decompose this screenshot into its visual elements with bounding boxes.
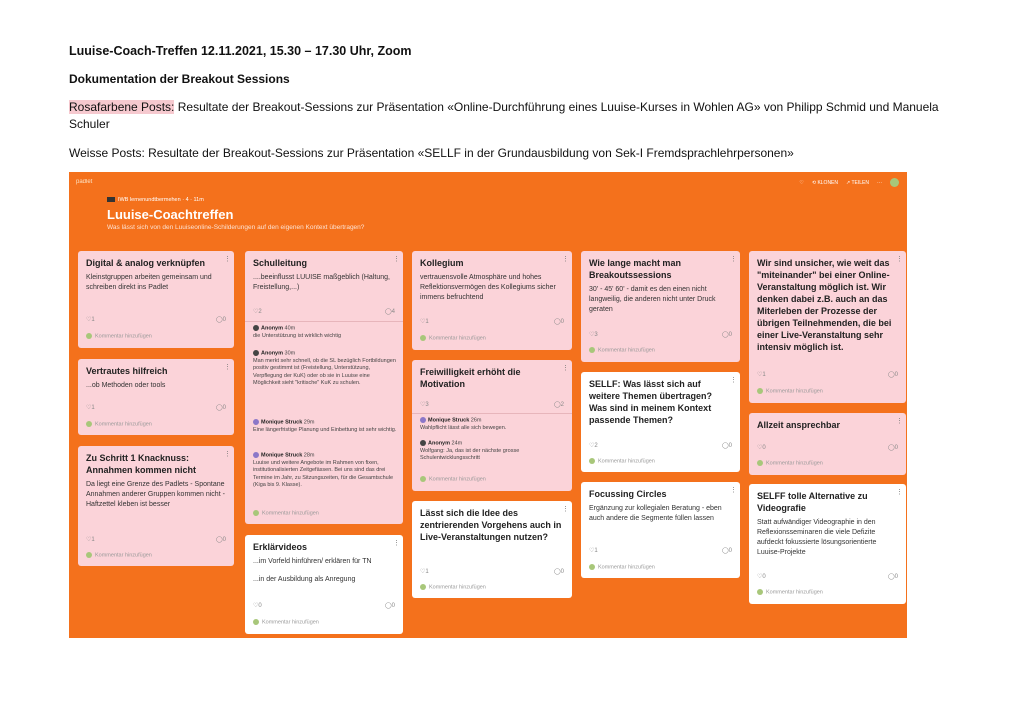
like-count[interactable]: ♡1 bbox=[86, 405, 95, 411]
author-line bbox=[107, 197, 204, 203]
post-title: Zu Schritt 1 Knacknuss: Annahmen kommen nicht bbox=[86, 453, 197, 475]
kebab-icon[interactable]: ⋮ bbox=[224, 256, 231, 263]
comment-count[interactable]: ◯0 bbox=[721, 332, 732, 338]
comment: Anonym 40m die Unterstützung ist wirklich wichtig bbox=[253, 325, 342, 339]
share-button[interactable]: ↗ TEILEN bbox=[846, 179, 869, 186]
post-body: Ergänzung zur kollegialen Beratung - eben auch andere die Segmente füllen lassen bbox=[589, 505, 722, 522]
kebab-icon[interactable]: ⋮ bbox=[896, 489, 903, 496]
padlet-logo: padlet bbox=[76, 179, 93, 185]
post-title: Kollegium bbox=[420, 258, 464, 268]
like-count[interactable]: ♡1 bbox=[420, 569, 429, 575]
like-count[interactable]: ♡1 bbox=[757, 372, 766, 378]
comment: Monique Struck 28m Luuise und weitere Angebote im Rahmen von fixen, institutionalisierten Zeitgefässen. Bei uns sind das drei Termine im Jahr, zu Sitzungszeiten, für die Gesamtschule (Kiga bis 9. Klasse). bbox=[253, 452, 394, 489]
post-body-2: ...in der Ausbildung als Anregung bbox=[253, 576, 356, 583]
comment-count[interactable]: ◯0 bbox=[887, 372, 898, 378]
rosa-text: Resultate der Breakout-Sessions zur Präsentation «Online-Durchführung eines Luuise-Kurses in Wohlen AG» von Philipp Schmid und Manuela Schuler bbox=[69, 100, 939, 131]
post-card[interactable] bbox=[78, 446, 234, 566]
avatar[interactable] bbox=[890, 178, 899, 187]
post-title: Lässt sich die Idee des zentrierenden Vorgehens auch in Live-Veranstaltungen nutzen? bbox=[420, 508, 562, 542]
comment-count[interactable]: ◯0 bbox=[887, 445, 898, 451]
kebab-icon[interactable]: ⋮ bbox=[393, 540, 400, 547]
comment-count[interactable]: ◯0 bbox=[215, 317, 226, 323]
post-card[interactable] bbox=[78, 251, 234, 348]
post-card[interactable] bbox=[412, 251, 572, 350]
post-card[interactable] bbox=[78, 359, 234, 435]
post-body: 30' - 45' 60' - damit es den einen nicht langweilig, die anderen nicht unter Druck geraten bbox=[589, 286, 716, 313]
comment-count[interactable]: ◯0 bbox=[384, 603, 395, 609]
kebab-icon[interactable]: ⋮ bbox=[730, 487, 737, 494]
comment-count[interactable]: ◯0 bbox=[553, 569, 564, 575]
post-body: ...im Vorfeld hinführen/ erklären für TN bbox=[253, 558, 372, 565]
flag-icon bbox=[107, 197, 115, 202]
post-card[interactable] bbox=[412, 360, 572, 491]
post-card[interactable] bbox=[749, 484, 906, 604]
add-comment[interactable]: Kommentar hinzufügen bbox=[589, 564, 655, 570]
add-comment[interactable]: Kommentar hinzufügen bbox=[420, 335, 486, 341]
comment-count[interactable]: ◯0 bbox=[887, 574, 898, 580]
rosa-label: Rosafarbene Posts: bbox=[69, 100, 175, 114]
kebab-icon[interactable]: ⋮ bbox=[224, 451, 231, 458]
add-comment[interactable]: Kommentar hinzufügen bbox=[420, 476, 486, 482]
like-count[interactable]: ♡1 bbox=[589, 548, 598, 554]
add-comment[interactable]: Kommentar hinzufügen bbox=[757, 460, 823, 466]
top-actions bbox=[799, 178, 899, 187]
kebab-icon[interactable]: ⋮ bbox=[224, 364, 231, 371]
like-count[interactable]: ♡1 bbox=[86, 537, 95, 543]
kebab-icon[interactable]: ⋮ bbox=[393, 256, 400, 263]
comment-count[interactable]: ◯0 bbox=[721, 443, 732, 449]
post-card[interactable] bbox=[749, 413, 906, 475]
post-title: Wie lange macht man Breakoutssessions bbox=[589, 258, 681, 280]
like-count[interactable]: ♡3 bbox=[420, 402, 429, 408]
comment-count[interactable]: ◯0 bbox=[721, 548, 732, 554]
clone-button[interactable]: ⟲ KLONEN bbox=[811, 179, 838, 186]
post-body: Da liegt eine Grenze des Padlets - Spontane Annahmen anderer Gruppen kommen nicht - Haftzettel kleben ist besser bbox=[86, 481, 225, 508]
post-title: Erklärvideos bbox=[253, 542, 308, 552]
post-card[interactable] bbox=[245, 251, 403, 524]
post-card[interactable] bbox=[581, 251, 740, 362]
padlet-subtitle: Was lässt sich von den Luuiseonline-Schilderungen auf den eigenen Kontext übertragen? bbox=[107, 224, 365, 231]
kebab-icon[interactable]: ⋮ bbox=[562, 506, 569, 513]
heart-icon[interactable]: ♡ bbox=[799, 179, 804, 186]
like-count[interactable]: ♡1 bbox=[420, 319, 429, 325]
post-title: Digital & analog verknüpfen bbox=[86, 258, 206, 268]
add-comment[interactable]: Kommentar hinzufügen bbox=[589, 458, 655, 464]
post-card[interactable] bbox=[245, 535, 403, 634]
comment-count[interactable]: ◯0 bbox=[553, 319, 564, 325]
padlet-board bbox=[69, 172, 907, 638]
post-title: Schulleitung bbox=[253, 258, 307, 268]
more-icon[interactable]: ··· bbox=[877, 179, 882, 186]
rosa-description bbox=[69, 99, 949, 133]
add-comment[interactable]: Kommentar hinzufügen bbox=[86, 421, 152, 427]
document-title: Luuise-Coach-Treffen 12.11.2021, 15.30 – 17.30 Uhr, Zoom bbox=[69, 44, 412, 58]
like-count[interactable]: ♡3 bbox=[589, 332, 598, 338]
post-title: SELFF tolle Alternative zu Videografie bbox=[757, 491, 868, 513]
post-card[interactable] bbox=[581, 372, 740, 472]
post-body: Statt aufwändiger Videographie in den Reflexionsseminaren die viele Defizite aufdeckt fokussierte lösungsorientierte Luuise-Projekte bbox=[757, 519, 877, 556]
author-text: IWB lernenundtbermehen · 4 · 11m bbox=[118, 197, 204, 203]
document-subtitle: Dokumentation der Breakout Sessions bbox=[69, 72, 290, 86]
comment-count[interactable]: ◯4 bbox=[384, 309, 395, 315]
add-comment[interactable]: Kommentar hinzufügen bbox=[86, 333, 152, 339]
like-count[interactable]: ♡2 bbox=[253, 309, 262, 315]
kebab-icon[interactable]: ⋮ bbox=[730, 256, 737, 263]
kebab-icon[interactable]: ⋮ bbox=[896, 418, 903, 425]
post-body: ...ob Methoden oder tools bbox=[86, 382, 166, 389]
kebab-icon[interactable]: ⋮ bbox=[896, 256, 903, 263]
post-body: ....beeinflusst LUUISE maßgeblich (Haltung, Freistellung,...) bbox=[253, 274, 390, 291]
add-comment[interactable]: Kommentar hinzufügen bbox=[757, 388, 823, 394]
post-title: Focussing Circles bbox=[589, 489, 667, 499]
comment: Monique Struck 26m Wahlpflicht lässt alle sich bewegen. bbox=[420, 417, 507, 431]
comment-count[interactable]: ◯0 bbox=[215, 405, 226, 411]
post-title: Freiwilligkeit erhöht die Motivation bbox=[420, 367, 521, 389]
like-count[interactable]: ♡1 bbox=[86, 317, 95, 323]
comment-count[interactable]: ◯2 bbox=[553, 402, 564, 408]
padlet-title: Luuise-Coachtreffen bbox=[107, 207, 234, 222]
add-comment[interactable]: Kommentar hinzufügen bbox=[86, 552, 152, 558]
post-body: vertrauensvolle Atmosphäre und hohes Reflektionsvermögen des Kollegiums sicher immens befruchtend bbox=[420, 274, 556, 301]
post-body: Kleinstgruppen arbeiten gemeinsam und schreiben direkt ins Padlet bbox=[86, 274, 212, 291]
add-comment[interactable]: Kommentar hinzufügen bbox=[757, 589, 823, 595]
post-title: Allzeit ansprechbar bbox=[757, 420, 841, 430]
post-card[interactable] bbox=[581, 482, 740, 578]
post-title: Wir sind unsicher, wie weit das "miteinander" bei einer Online-Veranstaltung möglich ist. Wir denken dabei z.B. auch an das Miterleben der Prozesse der übrigen Teilnehmenden, die bei einer Live-Veranstaltung sehr intensiv möglich ist. bbox=[757, 258, 892, 352]
comment: Monique Struck 29m Eine längerfristige Planung und Einbettung ist sehr wichtig. bbox=[253, 419, 397, 433]
comment-count[interactable]: ◯0 bbox=[215, 537, 226, 543]
post-title: SELLF: Was lässt sich auf weitere Themen übertragen? Was sind in meinem Kontext passende Themen? bbox=[589, 379, 713, 425]
add-comment[interactable]: Kommentar hinzufügen bbox=[420, 584, 486, 590]
add-comment[interactable]: Kommentar hinzufügen bbox=[253, 510, 319, 516]
post-card[interactable] bbox=[749, 251, 906, 403]
post-title: Vertrautes hilfreich bbox=[86, 366, 168, 376]
like-count[interactable]: ♡2 bbox=[589, 443, 598, 449]
kebab-icon[interactable]: ⋮ bbox=[730, 377, 737, 384]
kebab-icon[interactable]: ⋮ bbox=[562, 365, 569, 372]
add-comment[interactable]: Kommentar hinzufügen bbox=[589, 347, 655, 353]
kebab-icon[interactable]: ⋮ bbox=[562, 256, 569, 263]
like-count[interactable]: ♡0 bbox=[757, 445, 766, 451]
add-comment[interactable]: Kommentar hinzufügen bbox=[253, 619, 319, 625]
comment: Anonym 24m Wolfgang: Ja, das ist der nächste grosse Schulentwicklungsschritt bbox=[420, 440, 520, 462]
like-count[interactable]: ♡0 bbox=[757, 574, 766, 580]
like-count[interactable]: ♡0 bbox=[253, 603, 262, 609]
post-card[interactable] bbox=[412, 501, 572, 598]
weiss-description: Weisse Posts: Resultate der Breakout-Sessions zur Präsentation «SELLF in der Grundausbildung von Sek-I Fremdsprachlehrpersonen» bbox=[69, 146, 794, 160]
comment: Anonym 30m Man merkt sehr schnell, ob die SL bezüglich Fortbildungen positiv gestimmt ist (Freistellung, Unterstützung, Verpflegung der KuK) oder ob sie in Luuise eine Möglichkeit sieht "kritische" KuK zu schulen. bbox=[253, 350, 396, 387]
